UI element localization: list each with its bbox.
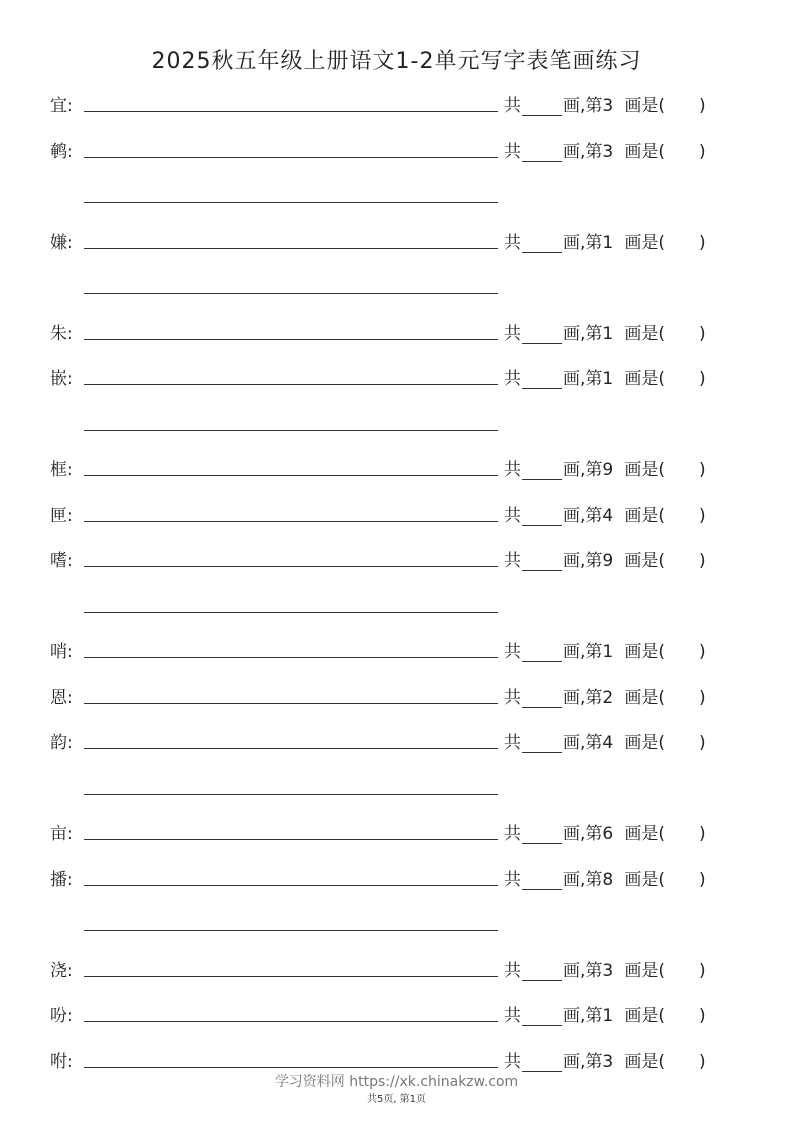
stroke-index: 3: [602, 96, 614, 116]
close-paren: ): [699, 369, 706, 389]
stroke-question: [504, 137, 706, 162]
practice-row: [0, 91, 793, 121]
extra-writing-line[interactable]: [84, 612, 498, 613]
answer-line[interactable]: [84, 1067, 498, 1068]
hua-di-text: 画,第: [563, 687, 603, 708]
hua-shi-text: 画是(: [624, 869, 666, 890]
extra-writing-line[interactable]: [84, 202, 498, 203]
close-paren: ): [699, 505, 706, 526]
stroke-index: 3: [602, 960, 614, 981]
hua-di-text: 画,第: [563, 642, 603, 662]
close-paren: ): [699, 1006, 706, 1026]
stroke-question: [504, 1001, 706, 1026]
hua-di-text: 画,第: [563, 505, 603, 526]
extra-writing-line[interactable]: [84, 430, 498, 431]
character-label: 宜:: [50, 96, 73, 116]
close-paren: ): [699, 824, 706, 844]
hua-shi-text: 画是(: [624, 96, 666, 116]
stroke-question: [504, 228, 706, 253]
character-label: 朱:: [50, 323, 73, 344]
close-paren: ): [699, 141, 706, 162]
answer-line[interactable]: [84, 339, 498, 340]
character-label: 亩:: [50, 824, 73, 844]
close-paren: ): [699, 323, 706, 344]
answer-line[interactable]: [84, 839, 498, 840]
stroke-index: 1: [602, 369, 614, 389]
answer-line[interactable]: [84, 748, 498, 749]
stroke-index: 1: [602, 642, 614, 662]
gong-text: 共: [504, 323, 521, 344]
footer-page-number: 共5页, 第1页: [366, 1094, 427, 1105]
footer-site: 学习资料网 https://xk.chinakzw.com: [274, 1074, 519, 1090]
answer-line[interactable]: [84, 248, 498, 249]
hua-shi-text: 画是(: [624, 460, 666, 480]
practice-row: [0, 956, 793, 986]
stroke-count-blank[interactable]: [522, 509, 562, 526]
stroke-question: [504, 91, 706, 116]
extra-writing-line[interactable]: [84, 794, 498, 795]
practice-row: [0, 137, 793, 167]
stroke-count-blank[interactable]: [522, 691, 562, 708]
hua-di-text: 画,第: [563, 460, 603, 480]
hua-di-text: 画,第: [563, 323, 603, 344]
hua-shi-text: 画是(: [624, 232, 666, 253]
practice-row: [0, 819, 793, 849]
hua-shi-text: 画是(: [624, 824, 666, 844]
gong-text: 共: [504, 687, 521, 708]
hua-di-text: 画,第: [563, 369, 603, 389]
stroke-question: [504, 364, 706, 389]
hua-di-text: 画,第: [563, 869, 603, 890]
character-label: 恩:: [50, 687, 73, 708]
character-label: 浇:: [50, 960, 73, 981]
character-label: 鹌:: [50, 141, 73, 162]
character-label: 哨:: [50, 642, 73, 662]
character-label: 嫌:: [50, 232, 73, 253]
close-paren: ): [699, 642, 706, 662]
answer-line[interactable]: [84, 885, 498, 886]
stroke-index: 1: [602, 1006, 614, 1026]
gong-text: 共: [504, 869, 521, 890]
character-label: 框:: [50, 460, 73, 480]
character-label: 吩:: [50, 1006, 73, 1026]
practice-row: [0, 683, 793, 713]
gong-text: 共: [504, 505, 521, 526]
stroke-question: [504, 455, 706, 480]
gong-text: 共: [504, 232, 521, 253]
stroke-index: 3: [602, 1051, 614, 1072]
practice-row: [0, 1001, 793, 1031]
answer-line[interactable]: [84, 976, 498, 977]
stroke-question: [504, 1047, 706, 1072]
practice-row: [0, 364, 793, 394]
stroke-count-blank[interactable]: [522, 236, 562, 253]
practice-row: [0, 501, 793, 531]
stroke-count-blank[interactable]: [522, 145, 562, 162]
hua-shi-text: 画是(: [624, 960, 666, 981]
gong-text: 共: [504, 96, 521, 116]
answer-line[interactable]: [84, 475, 498, 476]
close-paren: ): [699, 733, 706, 753]
close-paren: ): [699, 551, 706, 571]
hua-di-text: 画,第: [563, 551, 603, 571]
stroke-count-blank[interactable]: [522, 827, 562, 844]
hua-shi-text: 画是(: [624, 1006, 666, 1026]
stroke-question: [504, 819, 706, 844]
hua-shi-text: 画是(: [624, 505, 666, 526]
gong-text: 共: [504, 960, 521, 981]
answer-line[interactable]: [84, 521, 498, 522]
gong-text: 共: [504, 141, 521, 162]
hua-shi-text: 画是(: [624, 323, 666, 344]
close-paren: ): [699, 460, 706, 480]
stroke-question: [504, 728, 706, 753]
close-paren: ): [699, 869, 706, 890]
stroke-index: 3: [602, 141, 614, 162]
stroke-count-blank[interactable]: [522, 873, 562, 890]
hua-di-text: 画,第: [563, 824, 603, 844]
hua-di-text: 画,第: [563, 733, 603, 753]
stroke-index: 2: [602, 687, 614, 708]
character-label: 播:: [50, 869, 73, 890]
stroke-question: [504, 865, 706, 890]
gong-text: 共: [504, 551, 521, 571]
stroke-count-blank[interactable]: [522, 736, 562, 753]
gong-text: 共: [504, 824, 521, 844]
stroke-question: [504, 637, 706, 662]
gong-text: 共: [504, 642, 521, 662]
answer-line[interactable]: [84, 111, 498, 112]
practice-row: [0, 728, 793, 758]
hua-di-text: 画,第: [563, 1006, 603, 1026]
stroke-index: 6: [602, 824, 614, 844]
stroke-question: [504, 319, 706, 344]
character-label: 匣:: [50, 505, 73, 526]
hua-shi-text: 画是(: [624, 642, 666, 662]
stroke-count-blank[interactable]: [522, 372, 562, 389]
gong-text: 共: [504, 733, 521, 753]
practice-row: [0, 865, 793, 895]
stroke-count-blank[interactable]: [522, 964, 562, 981]
character-label: 嗜:: [50, 551, 73, 571]
hua-shi-text: 画是(: [624, 733, 666, 753]
hua-shi-text: 画是(: [624, 1051, 666, 1072]
character-label: 嵌:: [50, 369, 73, 389]
gong-text: 共: [504, 460, 521, 480]
close-paren: ): [699, 960, 706, 981]
answer-line[interactable]: [84, 566, 498, 567]
hua-di-text: 画,第: [563, 232, 603, 253]
extra-writing-line[interactable]: [84, 930, 498, 931]
stroke-index: 9: [602, 551, 614, 571]
gong-text: 共: [504, 369, 521, 389]
stroke-index: 4: [602, 505, 614, 526]
extra-writing-line[interactable]: [84, 293, 498, 294]
hua-di-text: 画,第: [563, 960, 603, 981]
hua-shi-text: 画是(: [624, 369, 666, 389]
stroke-count-blank[interactable]: [522, 554, 562, 571]
stroke-index: 4: [602, 733, 614, 753]
page-title: 2025秋五年级上册语文1-2单元写字表笔画练习: [151, 49, 642, 74]
stroke-index: 8: [602, 869, 614, 890]
hua-shi-text: 画是(: [624, 551, 666, 571]
character-label: 咐:: [50, 1051, 73, 1072]
practice-row: [0, 455, 793, 485]
practice-row: [0, 228, 793, 258]
gong-text: 共: [504, 1051, 521, 1072]
answer-line[interactable]: [84, 703, 498, 704]
stroke-question: [504, 546, 706, 571]
hua-di-text: 画,第: [563, 141, 603, 162]
stroke-count-blank[interactable]: [522, 1055, 562, 1072]
stroke-index: 9: [602, 460, 614, 480]
stroke-question: [504, 956, 706, 981]
practice-row: [0, 546, 793, 576]
close-paren: ): [699, 96, 706, 116]
answer-line[interactable]: [84, 384, 498, 385]
hua-shi-text: 画是(: [624, 141, 666, 162]
answer-line[interactable]: [84, 657, 498, 658]
stroke-question: [504, 683, 706, 708]
answer-line[interactable]: [84, 1021, 498, 1022]
stroke-count-blank[interactable]: [522, 645, 562, 662]
character-label: 韵:: [50, 733, 73, 753]
stroke-count-blank[interactable]: [522, 327, 562, 344]
stroke-question: [504, 501, 706, 526]
stroke-count-blank[interactable]: [522, 99, 562, 116]
stroke-index: 1: [602, 232, 614, 253]
close-paren: ): [699, 1051, 706, 1072]
answer-line[interactable]: [84, 157, 498, 158]
gong-text: 共: [504, 1006, 521, 1026]
close-paren: ): [699, 232, 706, 253]
stroke-count-blank[interactable]: [522, 1009, 562, 1026]
hua-di-text: 画,第: [563, 1051, 603, 1072]
hua-shi-text: 画是(: [624, 687, 666, 708]
close-paren: ): [699, 687, 706, 708]
stroke-index: 1: [602, 323, 614, 344]
practice-row: [0, 319, 793, 349]
stroke-count-blank[interactable]: [522, 463, 562, 480]
practice-row: [0, 637, 793, 667]
hua-di-text: 画,第: [563, 96, 603, 116]
